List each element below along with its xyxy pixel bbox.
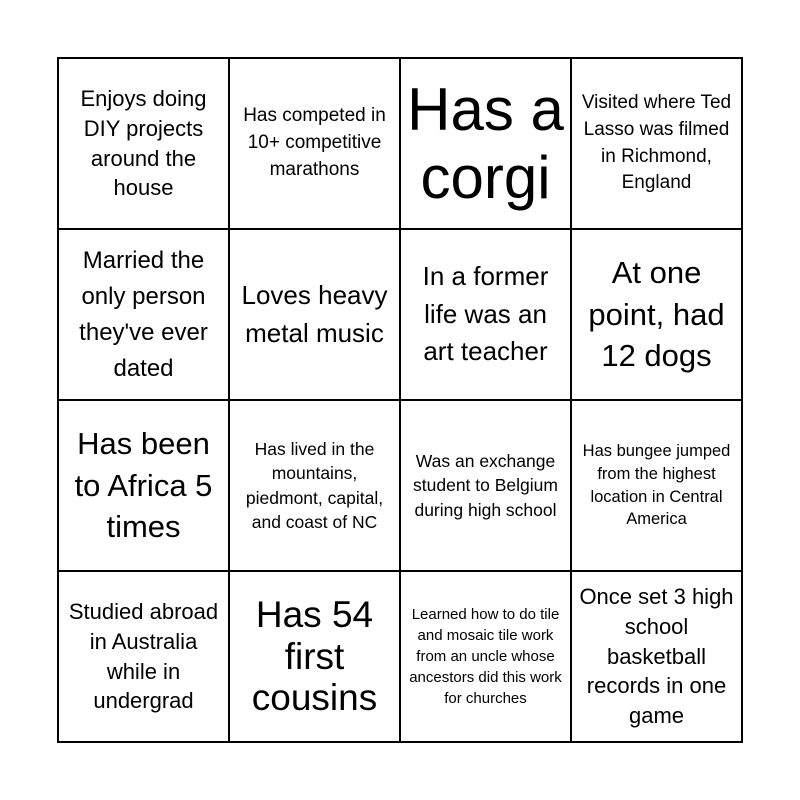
bingo-cell[interactable] <box>400 571 571 742</box>
bingo-cell[interactable] <box>571 58 742 229</box>
bingo-cell[interactable] <box>229 571 400 742</box>
cell-text: Has 54 first cousins <box>251 593 378 719</box>
cell-text: Learned how to do tile and mosaic tile work from an uncle whose ancestors did this work for churches <box>409 606 562 707</box>
bingo-cell[interactable] <box>400 58 571 229</box>
cell-text: Has bungee jumped from the highest location in Central America <box>582 441 731 529</box>
cell-text: In a former life was an art teacher <box>422 260 549 367</box>
bingo-cell[interactable] <box>229 58 400 229</box>
cell-text: At one point, had 12 dogs <box>588 254 725 374</box>
cell-text: Married the only person they've ever dated <box>79 246 208 382</box>
bingo-cell[interactable] <box>229 229 400 400</box>
cell-text: Loves heavy metal music <box>241 279 388 348</box>
cell-text: Was an exchange student to Belgium during high school <box>413 451 558 520</box>
bingo-cell[interactable] <box>400 229 571 400</box>
cell-text: Has a corgi <box>407 75 564 211</box>
cell-text: Has competed in 10+ competitive marathons <box>243 105 386 180</box>
bingo-cell[interactable] <box>571 400 742 571</box>
cell-text: Studied abroad in Australia while in undergrad <box>68 598 219 714</box>
bingo-cell[interactable] <box>571 229 742 400</box>
cell-text: Has lived in the mountains, piedmont, capital, and coast of NC <box>245 439 384 532</box>
bingo-cell[interactable] <box>58 229 229 400</box>
bingo-cell[interactable] <box>229 400 400 571</box>
cell-text: Once set 3 high school basketball records in one game <box>579 583 734 729</box>
bingo-card <box>57 57 743 743</box>
cell-text: Visited where Ted Lasso was filmed in Richmond, England <box>581 91 732 194</box>
bingo-cell[interactable] <box>58 400 229 571</box>
bingo-cell[interactable] <box>571 571 742 742</box>
bingo-cell[interactable] <box>58 58 229 229</box>
bingo-cell[interactable] <box>58 571 229 742</box>
bingo-cell[interactable] <box>400 400 571 571</box>
cell-text: Has been to Africa 5 times <box>74 425 213 545</box>
cell-text: Enjoys doing DIY projects around the house <box>80 85 207 201</box>
